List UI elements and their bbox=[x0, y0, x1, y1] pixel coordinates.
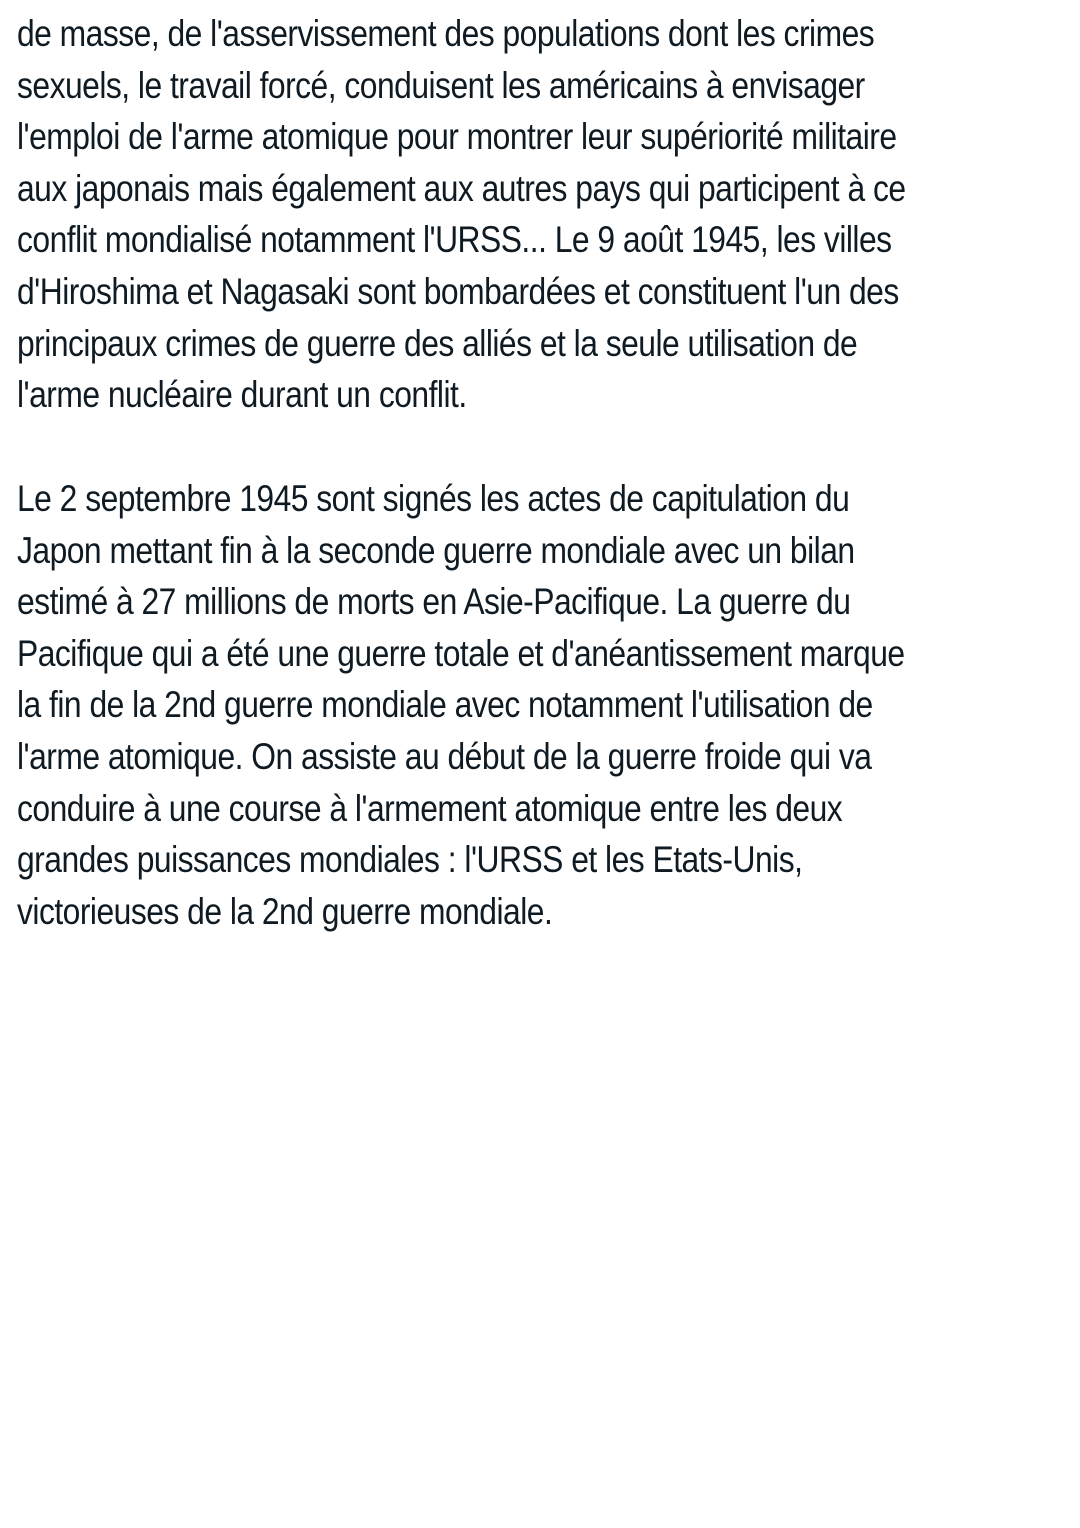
text-line: grandes puissances mondiales : l'URSS et les Etats-Unis, bbox=[17, 839, 803, 881]
text-line: principaux crimes de guerre des alliés et la seule utilisation de bbox=[17, 322, 858, 364]
text-line: Le 2 septembre 1945 sont signés les actes de capitulation du bbox=[17, 478, 850, 519]
text-line: estimé à 27 millions de morts en Asie-Pacifique. La guerre du bbox=[17, 581, 851, 623]
text-line: victorieuses de la 2nd guerre mondiale. bbox=[17, 890, 553, 932]
text-line: conflit mondialisé notamment l'URSS... Le 9 août 1945, les villes bbox=[17, 219, 892, 261]
text-line: de masse, de l'asservissement des populations dont les crimes bbox=[17, 13, 875, 54]
text-line: Pacifique qui a été une guerre totale et d'anéantissement marque bbox=[17, 632, 905, 674]
text-line: d'Hiroshima et Nagasaki sont bombardées et constituent l'un des bbox=[17, 270, 899, 312]
paragraph-atomic-bombings bbox=[17, 8, 963, 421]
paragraph-japan-capitulation bbox=[17, 473, 963, 937]
text-line: aux japonais mais également aux autres pays qui participent à ce bbox=[17, 167, 906, 209]
text-line: l'emploi de l'arme atomique pour montrer leur supériorité militaire bbox=[17, 116, 897, 158]
text-line: l'arme nucléaire durant un conflit. bbox=[17, 374, 467, 416]
text-line: sexuels, le travail forcé, conduisent les américains à envisager bbox=[17, 64, 865, 106]
text-line: l'arme atomique. On assiste au début de la guerre froide qui va bbox=[17, 735, 872, 777]
text-line: Japon mettant fin à la seconde guerre mondiale avec un bilan bbox=[17, 529, 855, 571]
text-line: la fin de la 2nd guerre mondiale avec notamment l'utilisation de bbox=[17, 684, 873, 726]
text-line: conduire à une course à l'armement atomique entre les deux bbox=[17, 787, 843, 829]
